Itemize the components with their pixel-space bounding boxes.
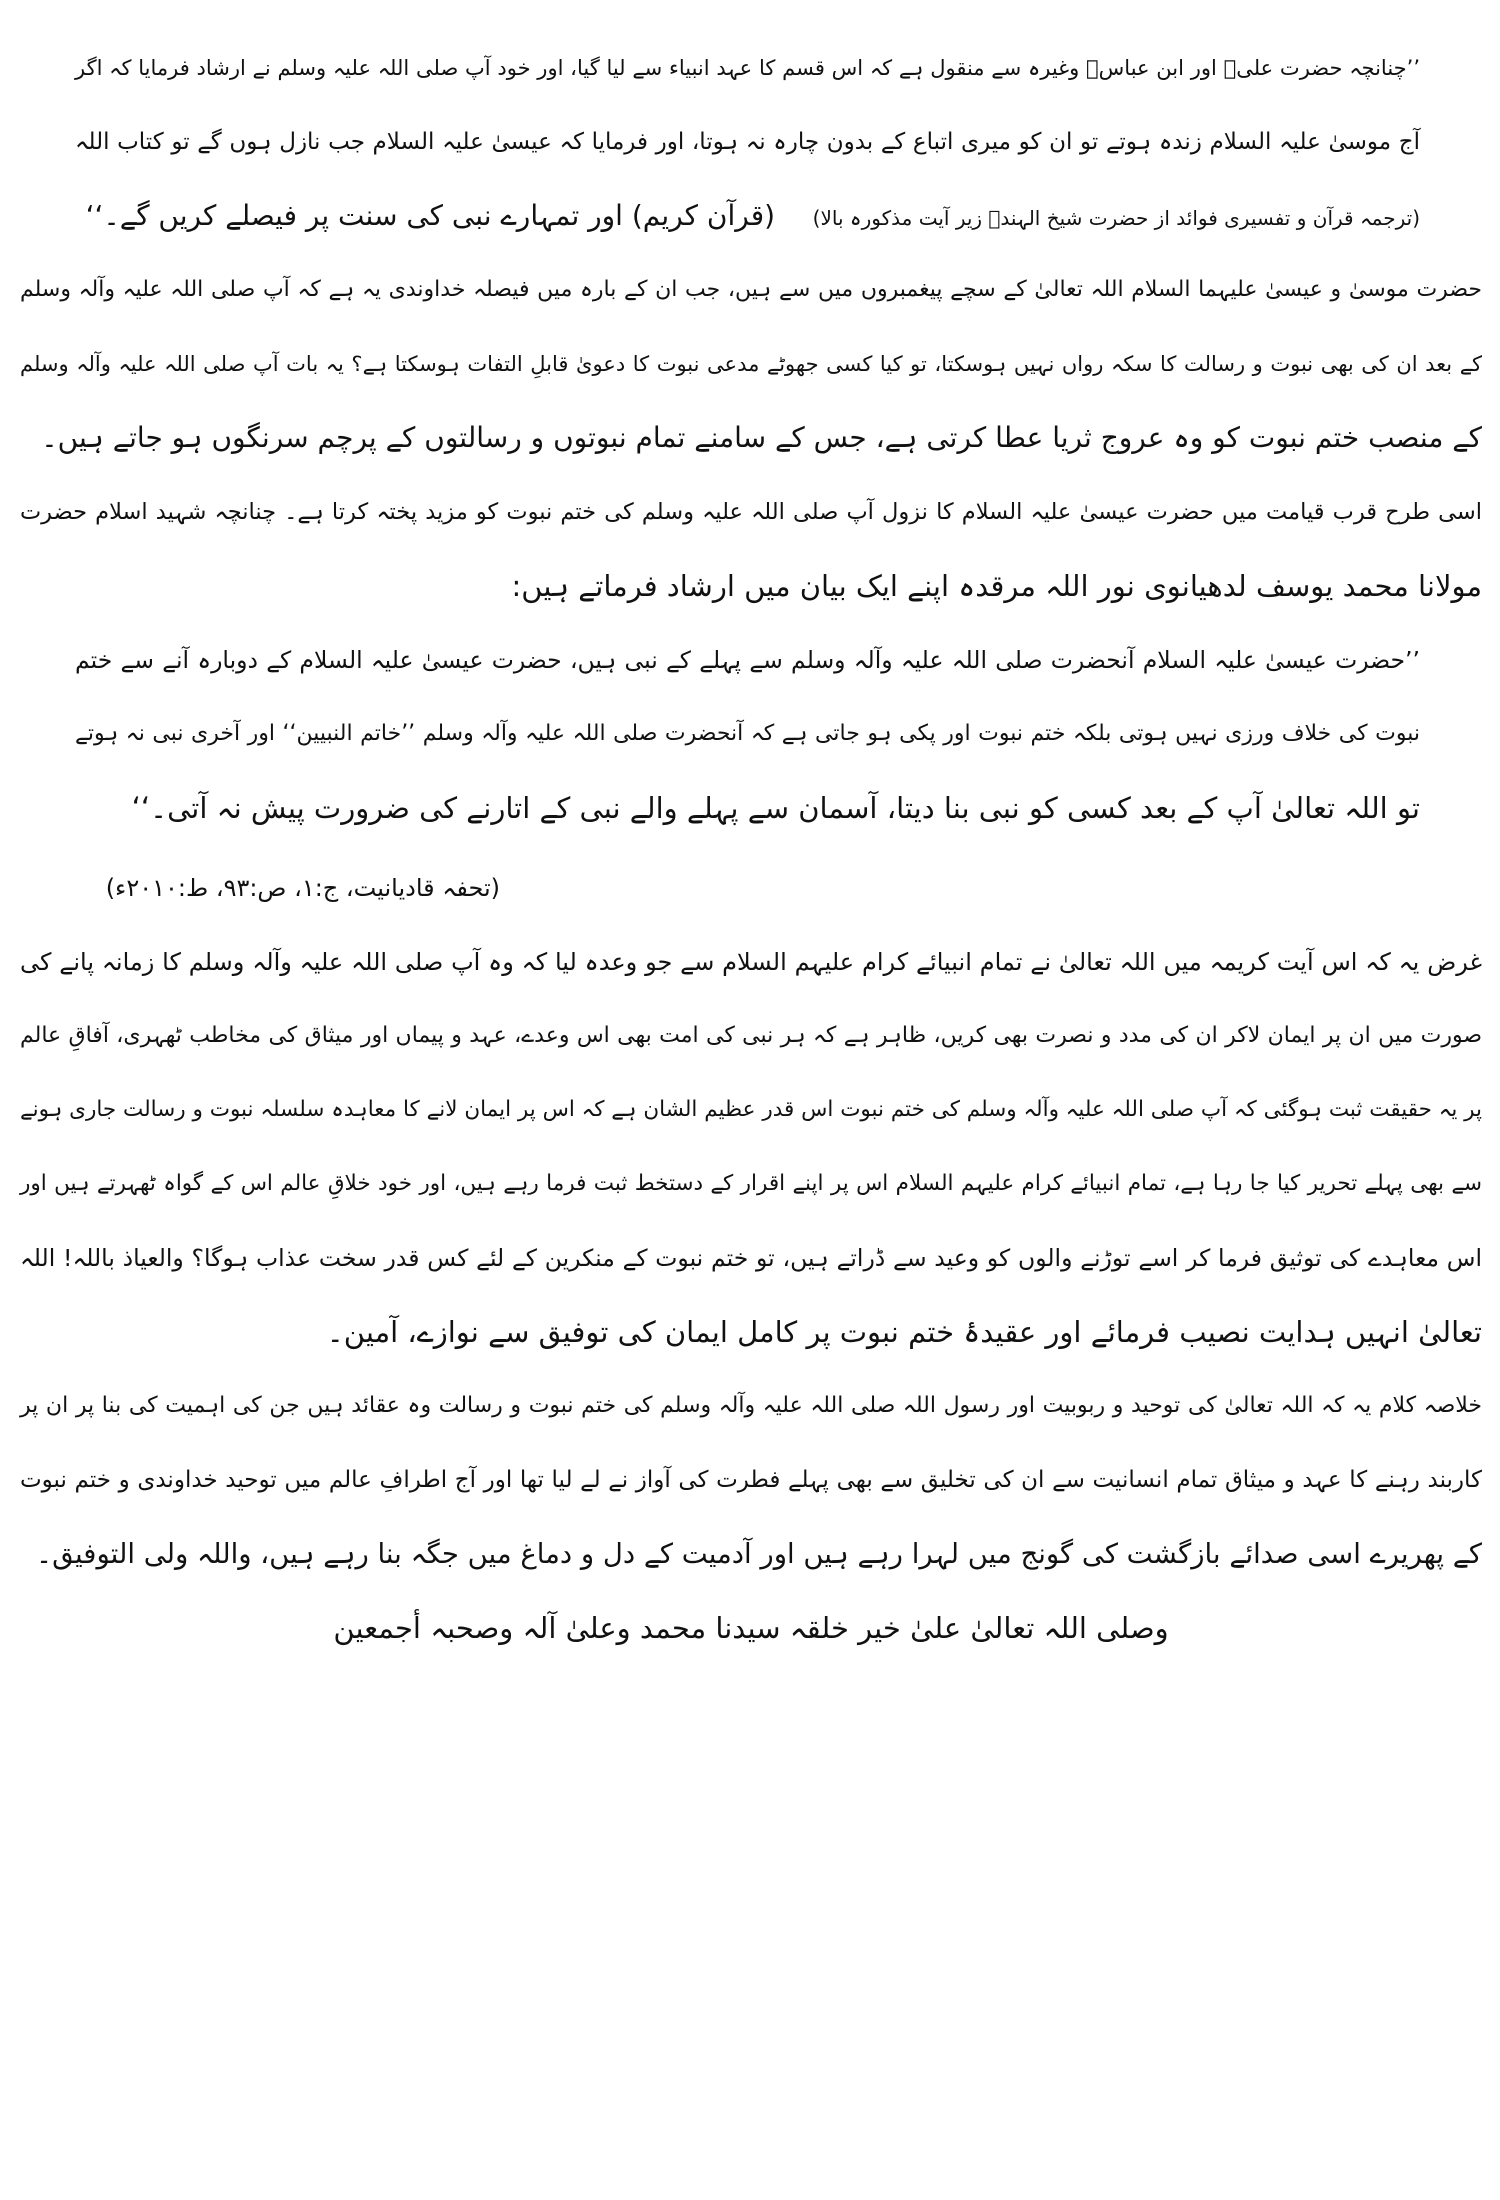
quote1-line-2: آج موسیٰ علیہ السلام زندہ ہوتے تو ان کو میری اتباع کے بدون چارہ نہ ہوتا، اور فرمایا کہ عیسیٰ علیہ السلام جب نازل ہوں گے تو کتاب اللہ [75, 129, 1420, 155]
paragraph3-line-6: تعالیٰ انہیں ہدایت نصیب فرمائے اور عقیدۂ ختم نبوت پر کامل ایمان کی توفیق سے نوازے، آمین۔ [326, 1315, 1482, 1349]
closing-invocation: وصلی اللہ تعالیٰ علیٰ خیر خلقہ سیدنا محمد وعلیٰ آلہ وصحبہ أجمعین [333, 1611, 1169, 1645]
quote1-line-1: ’’چنانچہ حضرت علیؓ اور ابن عباسؓ وغیرہ سے منقول ہے کہ اس قسم کا عہد انبیاء سے لیا گیا، اور خود آپ صلی اللہ علیہ وسلم نے ارشاد فرمایا کہ اگر [75, 56, 1420, 80]
quote2-line-2: نبوت کی خلاف ورزی نہیں ہوتی بلکہ ختم نبوت اور پکی ہو جاتی ہے کہ آنحضرت صلی اللہ علیہ وآلہ وسلم ’’خاتم النبیین‘‘ اور آخری نبی نہ ہوتے [75, 721, 1420, 746]
quote1-line-3: (قرآن کریم) اور تمہارے نبی کی سنت پر فیصلے کریں گے۔‘‘ [85, 199, 775, 232]
paragraph2-line-1: اسی طرح قرب قیامت میں حضرت عیسیٰ علیہ السلام کا نزول آپ صلی اللہ علیہ وسلم کی ختم نبوت کو مزید پختہ کرتا ہے۔ چنانچہ شہید اسلام حضرت [20, 499, 1482, 525]
paragraph3-line-1: غرض یہ کہ اس آیت کریمہ میں اللہ تعالیٰ نے تمام انبیائے کرام علیہم السلام سے جو وعدہ لیا کہ وہ آپ صلی اللہ علیہ وآلہ وسلم کا زمانہ پانے کی [20, 948, 1482, 976]
paragraph4-line-2: کاربند رہنے کا عہد و میثاق تمام انسانیت سے ان کی تخلیق سے بھی پہلے فطرت کی آواز نے لے لیا تھا اور آج اطرافِ عالم میں توحید خداوندی و ختم نبوت [20, 1467, 1482, 1493]
quote2-reference: (تحفہ قادیانیت، ج:۱، ص:۹۳، ط:۲۰۱۰ء) [105, 874, 500, 902]
quote2-line-3: تو اللہ تعالیٰ آپ کے بعد کسی کو نبی بنا دیتا، آسمان سے پہلے والے نبی کے اتارنے کی ضرورت پیش نہ آتی۔‘‘ [131, 791, 1420, 825]
paragraph1-line-2: کے بعد ان کی بھی نبوت و رسالت کا سکہ رواں نہیں ہوسکتا، تو کیا کسی جھوٹے مدعی نبوت کا دعویٰ قابلِ التفات ہوسکتا ہے؟ یہ بات آپ صلی اللہ علیہ وآلہ وسلم [20, 352, 1482, 376]
paragraph4-line-3: کے پھریرے اسی صدائے بازگشت کی گونج میں لہرا رہے ہیں اور آدمیت کے دل و دماغ میں جگہ بنا رہے ہیں، واللہ ولی التوفیق۔ [35, 1538, 1482, 1570]
paragraph1-line-1: حضرت موسیٰ و عیسیٰ علیہما السلام اللہ تعالیٰ کے سچے پیغمبروں میں سے ہیں، جب ان کے بارہ میں فیصلہ خداوندی یہ ہے کہ آپ صلی اللہ علیہ وآلہ وسلم [20, 277, 1482, 302]
paragraph4-line-1: خلاصہ کلام یہ کہ اللہ تعالیٰ کی توحید و ربوبیت اور رسول اللہ صلی اللہ علیہ وآلہ وسلم کی ختم نبوت و رسالت وہ عقائد ہیں جن کی اہمیت کی بنا پر ان پر [20, 1393, 1482, 1418]
paragraph3-line-2: صورت میں ان پر ایمان لاکر ان کی مدد و نصرت بھی کریں، ظاہر ہے کہ ہر نبی کی امت بھی اس وعدے، عہد و پیماں اور میثاق کی مخاطب ٹھہری، آفاقِ عالم [20, 1023, 1482, 1048]
paragraph3-line-3: پر یہ حقیقت ثبت ہوگئی کہ آپ صلی اللہ علیہ وآلہ وسلم کی ختم نبوت اس قدر عظیم الشان ہے کہ اس پر ایمان لانے کا معاہدہ سلسلہ نبوت و رسالت جاری ہونے [20, 1097, 1482, 1122]
paragraph3-line-5: اس معاہدے کی توثیق فرما کر اسے توڑنے والوں کو وعید سے ڈراتے ہیں، تو ختم نبوت کے منکرین کے لئے کس قدر سخت عذاب ہوگا؟ والعیاذ باللہ! اللہ [20, 1244, 1482, 1272]
paragraph3-line-4: سے بھی پہلے تحریر کیا جا رہا ہے، تمام انبیائے کرام علیہم السلام اس پر اپنے اقرار کے دستخط ثبت فرما رہے ہیں، اور خود خلاقِ عالم اس کے گواہ ٹھہرتے ہیں اور [20, 1171, 1482, 1196]
paragraph2-line-2: مولانا محمد یوسف لدھیانوی نور اللہ مرقدہ اپنے ایک بیان میں ارشاد فرماتے ہیں: [511, 569, 1482, 603]
quote1-reference: (ترجمہ قرآن و تفسیری فوائد از حضرت شیخ الہندؒ زیر آیت مذکورہ بالا) [812, 206, 1420, 230]
quote2-line-1: ’’حضرت عیسیٰ علیہ السلام آنحضرت صلی اللہ علیہ وآلہ وسلم سے پہلے کے نبی ہیں، حضرت عیسیٰ علیہ السلام کے دوبارہ آنے سے ختم [75, 646, 1420, 674]
paragraph1-line-3: کے منصب ختم نبوت کو وہ عروج ثریا عطا کرتی ہے، جس کے سامنے تمام نبوتوں و رسالتوں کے پرچم سرنگوں ہو جاتے ہیں۔ [41, 421, 1482, 454]
